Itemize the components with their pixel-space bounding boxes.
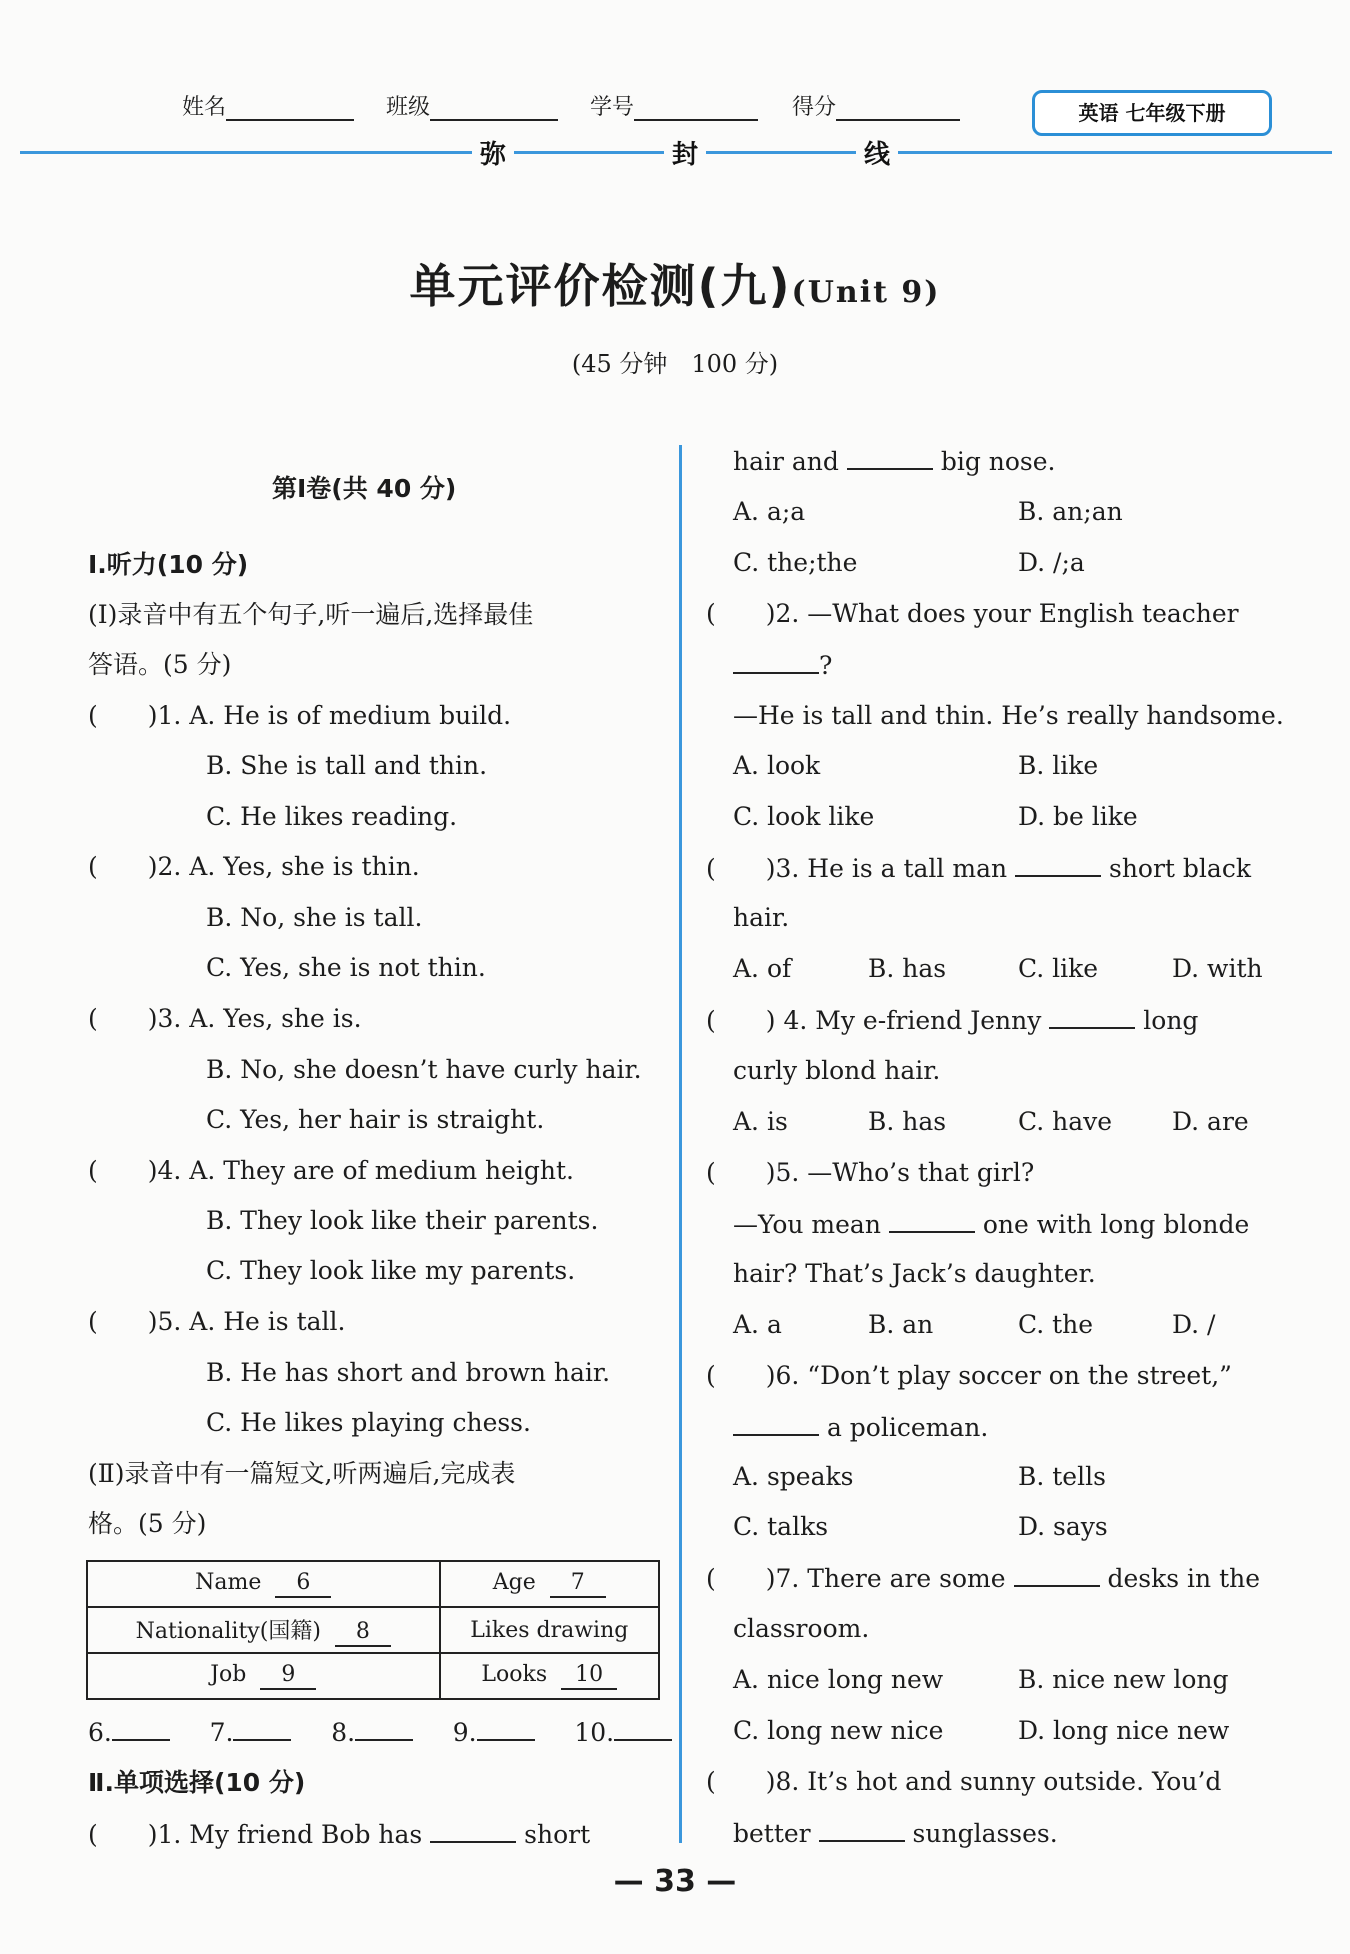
mc-q1-option-b: B. an;an	[1018, 497, 1123, 526]
blank-9[interactable]: 9	[260, 1662, 316, 1690]
mc-q6-stem: ( )6. “Don’t play soccer on the street,”	[706, 1361, 1232, 1390]
listening-part1-instruction: (Ⅰ)录音中有五个句子,听一遍后,选择最佳	[88, 600, 534, 629]
listening-q5-b: B. He has short and brown hair.	[206, 1358, 611, 1387]
name-label: 姓名	[182, 90, 354, 121]
mc-q6-blank[interactable]	[733, 1410, 819, 1436]
subject-badge: 英语 七年级下册	[1032, 90, 1272, 136]
page-title: 单元评价检测(九)(Unit 9)	[409, 259, 941, 313]
listening-q4-a: ( )4. A. They are of medium height.	[88, 1156, 574, 1185]
answer-blank-7[interactable]	[233, 1715, 291, 1741]
name-field[interactable]	[226, 93, 354, 121]
listening-q1-b: B. She is tall and thin.	[206, 751, 488, 780]
listening-q4-b: B. They look like their parents.	[206, 1206, 599, 1235]
listening-part2-instruction: (Ⅱ)录音中有一篇短文,听两遍后,完成表	[88, 1459, 516, 1488]
class-field[interactable]	[430, 93, 558, 121]
listening-q2-c: C. Yes, she is not thin.	[206, 953, 486, 982]
mc-q2-option-d: D. be like	[1018, 802, 1138, 831]
mc-q3-option-b: B. has	[868, 954, 947, 983]
mc-q6-option-a: A. speaks	[733, 1462, 854, 1491]
time-info: (45 分钟 100 分)	[571, 350, 779, 378]
mc-q6-option-c: C. talks	[733, 1512, 829, 1541]
mc-q1-option-d: D. /;a	[1018, 548, 1085, 577]
column-divider	[679, 445, 682, 1843]
mc-q8-blank[interactable]	[819, 1816, 905, 1842]
table-cell-age: Age 7	[440, 1561, 659, 1607]
student-id-field[interactable]	[634, 93, 758, 121]
answer-blanks-row: 6. 7. 8. 9. 10.	[88, 1715, 672, 1750]
listening-q3-c: C. Yes, her hair is straight.	[206, 1105, 545, 1134]
table-cell-likes: Likes drawing	[440, 1607, 659, 1653]
mc-q7-option-d: D. long nice new	[1018, 1716, 1230, 1745]
listening-table	[86, 1560, 660, 1700]
answer-blank-6[interactable]	[112, 1715, 170, 1741]
listening-q2-b: B. No, she is tall.	[206, 903, 423, 932]
mc-q2-blank[interactable]	[733, 648, 819, 674]
mc-q3-blank[interactable]	[1015, 851, 1101, 877]
mc-q1-option-c: C. the;the	[733, 548, 858, 577]
seal-char-2: 封	[664, 134, 706, 171]
mc-q7-option-a: A. nice long new	[733, 1665, 944, 1694]
blank-7[interactable]: 7	[550, 1570, 606, 1598]
mc-q4-option-a: A. is	[733, 1107, 788, 1136]
mc-q8-stem-2: better sunglasses.	[733, 1816, 1058, 1851]
listening-q2-a: ( )2. A. Yes, she is thin.	[88, 852, 420, 881]
score-field[interactable]	[836, 93, 960, 121]
mc-q4-blank[interactable]	[1049, 1003, 1135, 1029]
mc-q2-stem-2: ?	[733, 648, 832, 683]
seal-char-1: 弥	[472, 134, 514, 171]
class-label: 班级	[386, 90, 558, 121]
listening-q5-c: C. He likes playing chess.	[206, 1408, 531, 1437]
blank-8[interactable]: 8	[335, 1619, 391, 1647]
mc-q2-option-a: A. look	[733, 751, 821, 780]
mc-q2-stem: ( )2. —What does your English teacher	[706, 599, 1239, 628]
mc-q3-option-a: A. of	[733, 954, 792, 983]
mc-q3-stem: ( )3. He is a tall man short black	[706, 851, 1251, 886]
part-heading: 第Ⅰ卷(共 40 分)	[272, 474, 457, 503]
mc-q2-answer-line: —He is tall and thin. He’s really handsome.	[733, 701, 1284, 730]
listening-q3-a: ( )3. A. Yes, she is.	[88, 1004, 362, 1033]
answer-blank-10[interactable]	[614, 1715, 672, 1741]
mc-q4-option-d: D. are	[1172, 1107, 1249, 1136]
listening-q3-b: B. No, she doesn’t have curly hair.	[206, 1055, 642, 1084]
mc-q7-option-b: B. nice new long	[1018, 1665, 1229, 1694]
section2-heading: Ⅱ.单项选择(10 分)	[88, 1768, 306, 1797]
listening-q5-a: ( )5. A. He is tall.	[88, 1307, 346, 1336]
mc-q4-stem-2: curly blond hair.	[733, 1056, 941, 1085]
table-cell-looks: Looks 10	[440, 1653, 659, 1699]
score-label: 得分	[792, 90, 960, 121]
mc-q6-option-d: D. says	[1018, 1512, 1108, 1541]
page-number: — 33 —	[613, 1864, 737, 1899]
section1-heading: Ⅰ.听力(10 分)	[88, 550, 249, 579]
mc-q4-stem: ( ) 4. My e-friend Jenny long	[706, 1003, 1198, 1038]
mc-q5-stem: ( )5. —Who’s that girl?	[706, 1158, 1035, 1187]
mc-q8-stem: ( )8. It’s hot and sunny outside. You’d	[706, 1767, 1222, 1796]
mc-q7-stem: ( )7. There are some desks in the	[706, 1561, 1260, 1596]
listening-part1-instruction-2: 答语。(5 分)	[88, 650, 232, 679]
mc-q4-option-c: C. have	[1018, 1107, 1113, 1136]
listening-q1-c: C. He likes reading.	[206, 802, 458, 831]
mc-q7-blank[interactable]	[1014, 1561, 1100, 1587]
mc-q5-option-c: C. the	[1018, 1310, 1094, 1339]
mc-q1-stem-2: hair and big nose.	[733, 444, 1056, 479]
mc-q2-option-b: B. like	[1018, 751, 1099, 780]
mc-q4-option-b: B. has	[868, 1107, 947, 1136]
mc-q5-stem-3: hair? That’s Jack’s daughter.	[733, 1259, 1096, 1288]
mc-q3-option-d: D. with	[1172, 954, 1263, 983]
answer-blank-9[interactable]	[477, 1715, 535, 1741]
table-cell-job: Job 9	[87, 1653, 440, 1699]
mc-q5-option-a: A. a	[733, 1310, 782, 1339]
listening-q1-a: ( )1. A. He is of medium build.	[88, 701, 512, 730]
mc-q1-blank-1[interactable]	[430, 1817, 516, 1843]
mc-q3-stem-2: hair.	[733, 903, 790, 932]
mc-q5-stem-2: —You mean one with long blonde	[733, 1207, 1249, 1242]
seal-char-3: 线	[856, 134, 898, 171]
mc-q7-option-c: C. long new nice	[733, 1716, 944, 1745]
student-id-label: 学号	[590, 90, 758, 121]
mc-q7-stem-2: classroom.	[733, 1614, 870, 1643]
table-cell-name: Name 6	[87, 1561, 440, 1607]
answer-blank-8[interactable]	[355, 1715, 413, 1741]
blank-10[interactable]: 10	[561, 1662, 617, 1690]
mc-q5-option-d: D. /	[1172, 1310, 1216, 1339]
listening-q4-c: C. They look like my parents.	[206, 1256, 576, 1285]
mc-q5-option-b: B. an	[868, 1310, 934, 1339]
mc-q3-option-c: C. like	[1018, 954, 1099, 983]
table-cell-nationality: Nationality(国籍) 8	[87, 1607, 440, 1653]
listening-part2-instruction-2: 格。(5 分)	[88, 1509, 207, 1538]
blank-6[interactable]: 6	[275, 1570, 331, 1598]
mc-q5-blank[interactable]	[889, 1207, 975, 1233]
mc-q6-option-b: B. tells	[1018, 1462, 1106, 1491]
mc-q1-stem: ( )1. My friend Bob has short	[88, 1817, 590, 1852]
mc-q1-option-a: A. a;a	[733, 497, 806, 526]
mc-q6-stem-2: a policeman.	[733, 1410, 988, 1445]
mc-q2-option-c: C. look like	[733, 802, 875, 831]
mc-q1-blank-2[interactable]	[847, 444, 933, 470]
